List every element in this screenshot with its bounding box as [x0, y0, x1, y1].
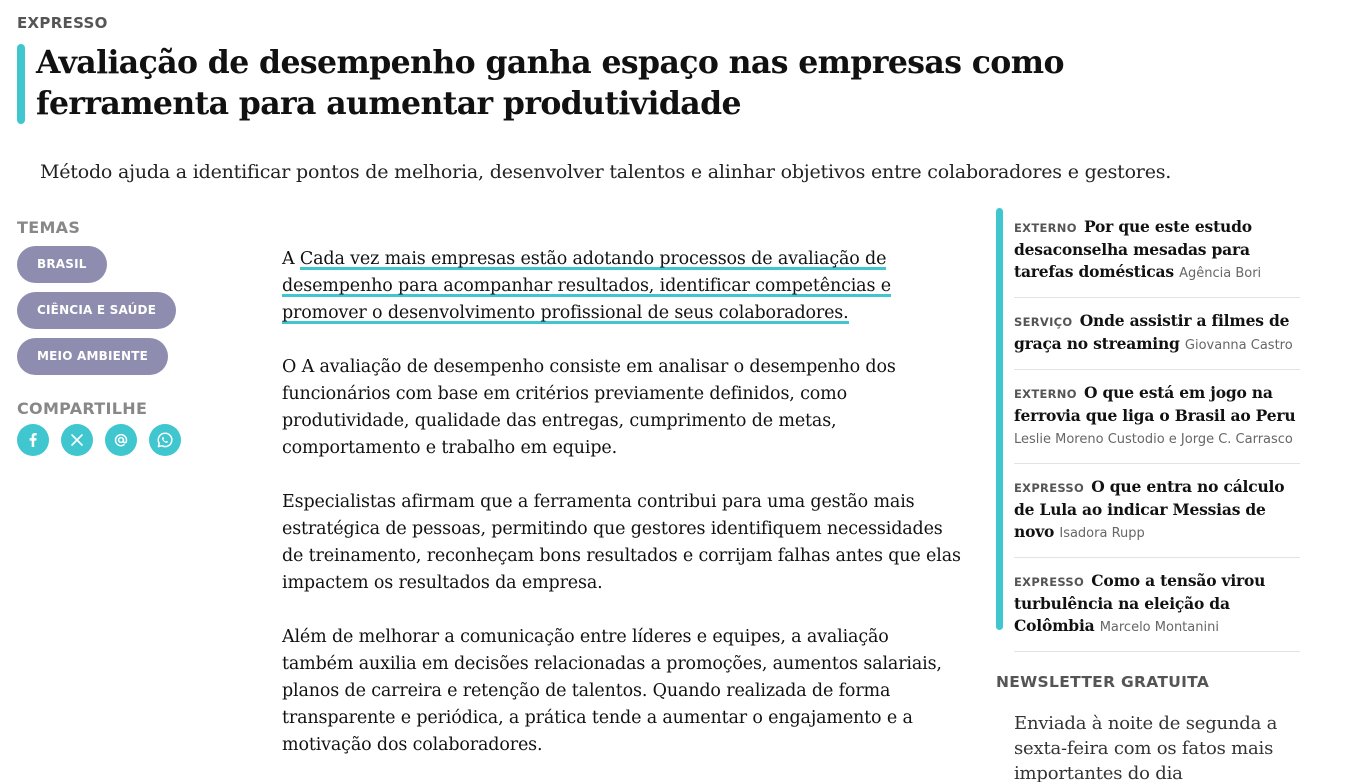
title-accent-bar — [17, 44, 25, 124]
tag-brasil[interactable]: BRASIL — [17, 246, 107, 283]
related-article-item[interactable] — [1014, 566, 1300, 652]
x-icon[interactable] — [61, 424, 93, 456]
related-kicker: EXPRESSO — [1014, 575, 1085, 589]
related-author: Leslie Moreno Custodio e Jorge C. Carrasco — [1014, 432, 1293, 447]
related-author: Agência Bori — [1179, 266, 1262, 281]
related-title[interactable]: O que entra no cálculo de Lula ao indicar Messias de novo — [1014, 477, 1285, 541]
newsletter-description: Enviada à noite de segunda a sexta-feira com os fatos mais importantes do dia — [1014, 713, 1278, 782]
article-paragraph — [282, 246, 962, 327]
sidebar-accent-bar — [996, 208, 1003, 630]
share-label: COMPARTILHE — [17, 399, 148, 418]
related-title[interactable]: O que está em jogo na ferrovia que liga o Brasil ao Peru — [1014, 383, 1296, 425]
related-article-item[interactable] — [1014, 472, 1300, 558]
article-paragraph: Além de melhorar a comunicação entre líderes e equipes, a avaliação também auxilia em decisões relacionadas a promoções, aumentos salariais, planos de carreira e retenção de talentos. Quando realizada de forma transparente e periódica, a prática tende a aumentar o engajamento e a motivação dos colaboradores. — [282, 627, 942, 755]
related-author: Giovanna Castro — [1184, 338, 1293, 353]
related-kicker: EXPRESSO — [1014, 481, 1085, 495]
article-kicker[interactable]: EXPRESSO — [17, 14, 108, 32]
page-subtitle: Método ajuda a identificar pontos de melhoria, desenvolver talentos e alinhar objetivos entre colaboradores e gestores. — [40, 161, 1172, 183]
tag-ciencia-e-saude[interactable]: CIÊNCIA E SAÚDE — [17, 292, 176, 329]
email-icon[interactable] — [105, 424, 137, 456]
article-lead-prefix: A — [282, 249, 300, 269]
related-author: Marcelo Montanini — [1099, 620, 1219, 635]
related-kicker: EXTERNO — [1014, 221, 1077, 235]
temas-label: TEMAS — [17, 218, 81, 237]
tag-meio-ambiente[interactable]: MEIO AMBIENTE — [17, 338, 168, 375]
facebook-icon[interactable] — [17, 424, 49, 456]
share-buttons — [17, 424, 181, 456]
whatsapp-icon[interactable] — [149, 424, 181, 456]
related-author: Isadora Rupp — [1059, 526, 1145, 541]
article-highlighted-text: Cada vez mais empresas estão adotando processos de avaliação de desempenho para acompanhar resultados, identificar competências e promover o desenvolvimento profissional de seus colaboradores. — [282, 249, 891, 323]
article-paragraph: O A avaliação de desempenho consiste em analisar o desempenho dos funcionários com base em critérios previamente definidos, como produtividade, qualidade das entregas, cumprimento de metas, comportamento e trabalho em equipe. — [282, 357, 896, 458]
related-article-item[interactable] — [1014, 306, 1300, 370]
related-title[interactable]: Como a tensão virou turbulência na eleição da Colômbia — [1014, 571, 1266, 635]
article-body — [282, 246, 962, 782]
newsletter-label: NEWSLETTER GRATUITA — [996, 673, 1210, 691]
related-article-item[interactable] — [1014, 212, 1300, 298]
related-title[interactable]: Por que este estudo desaconselha mesadas para tarefas domésticas — [1014, 217, 1252, 281]
page-title: Avaliação de desempenho ganha espaço nas empresas como ferramenta para aumentar produtividade — [36, 44, 1064, 122]
related-kicker: SERVIÇO — [1014, 315, 1073, 329]
related-article-item[interactable] — [1014, 378, 1300, 464]
related-articles-list — [1014, 212, 1300, 660]
related-kicker: EXTERNO — [1014, 387, 1077, 401]
article-paragraph: Especialistas afirmam que a ferramenta contribui para uma gestão mais estratégica de pessoas, permitindo que gestores identifiquem necessidades de treinamento, reconheçam bons resultados e corrijam falhas antes que elas impactem os resultados da empresa. — [282, 492, 961, 593]
related-title[interactable]: Onde assistir a filmes de graça no streaming — [1014, 311, 1290, 353]
